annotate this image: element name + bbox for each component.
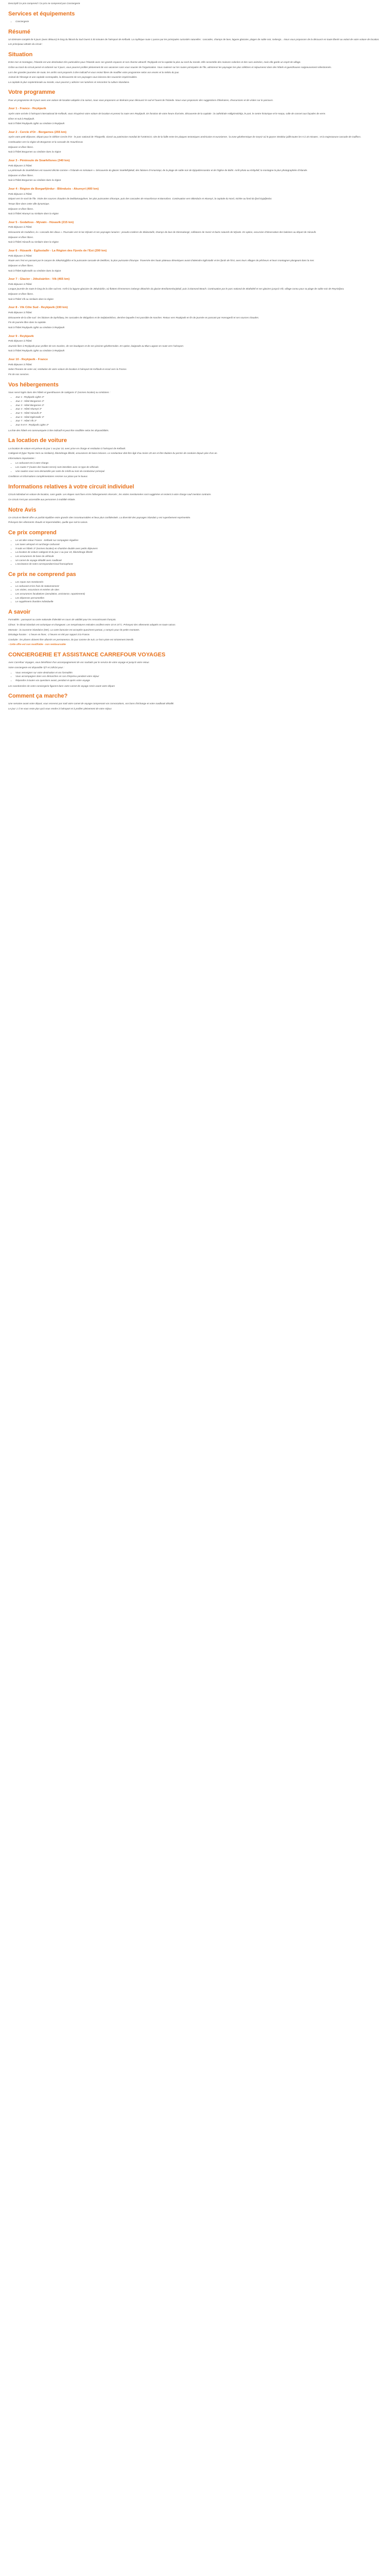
day-paragraph: Petit déjeuner à l'hôtel.	[8, 363, 32, 366]
prix-non-comprend-title: Ce prix ne comprend pas	[8, 571, 76, 578]
concierge-item: • Vous renseigner sur votre destination et vos formalités	[15, 671, 383, 675]
hebergement-item: • Jour 1 : Reykjavik Lights 3*	[15, 396, 383, 399]
hebergement-item: • Jour 8 et 9 : Reykjavik Lights 3*	[15, 423, 383, 427]
comment-paragraph: Le jour J, il ne vous reste plus qu'à vous rendre à l'aéroport et à profiter pleinement de votre séjour.	[8, 707, 112, 710]
day-stop: Déjeuner et dîner libres.	[8, 174, 34, 177]
day-title: Jour 5 - Godafoss - Mývatn - Húsavík (215 km)	[8, 221, 74, 224]
resume-paragraph: Un itinéraire complet de 9 jours (avec détours) le long du littoral du Sud Ouest à 30 minutes de l'aéroport de Keflavik. La mythique route 1 passe par les principales curiosités naturelles : cascades, champs de lave, lagune glaciaire, plages de sable noir, icebergs... Nous vous proposons de la découvrir en toute liberté au volant de votre voiture de location.	[8, 38, 380, 41]
day-paragraph: Après votre arrivée à l'aéroport international de Keflavik, vous récupérez votre voiture de location et prenez la route vers Reykjavik. En fonction de votre heure d'arrivée, découverte de la capitale : la cathédrale Hallgrimskirkja, le port, le centre historique et le Harpa, salle de concert aux façades de verre.	[8, 112, 326, 115]
day-stop: Nuit à l'hôtel Egilsstaðir ou similaire dans la région	[8, 269, 61, 272]
prix-non-comprend-list	[8, 581, 383, 604]
day-paragraph: Découverte de la côte sud : les falaises de Dyrhólaey, les cascades de Skógafoss et de Seljalandsfoss, derrière laquelle il est possible de marcher. Retour vers Reykjavik en fin de journée en passant par Hveragerði et ses sources chaudes.	[8, 316, 259, 319]
resume-title: Résumé	[8, 28, 30, 35]
avis-paragraph: Ce circuit en liberté offre un parfait équilibre entre grands sites incontournables et lieux plus confidentiels. La diversité des paysages islandais y est superbement représentée.	[8, 516, 191, 519]
resume-paragraph: Les principaux attraits du circuit :	[8, 43, 43, 46]
location-item: • Une caution vous sera demandée par carte de crédit au nom du conducteur principal.	[15, 470, 383, 473]
location-paragraph: La location de voiture est prévue du jour 1 au jour 10, avec prise en charge et restitution à l'aéroport de Keflavik.	[8, 447, 126, 450]
services-title: Services et équipements	[8, 10, 75, 17]
prix-comprend-item: • Le vol aller-retour France - Keflavik sur compagnie régulière	[15, 539, 383, 543]
savoir-paragraph: Décalage horaire : -1 heure en hiver, -2 heures en été par rapport à la France.	[8, 633, 90, 636]
day-paragraph: Route vers l'est en passant par le canyon de Jökulsárgljúfur et la puissante cascade de Dettifoss, la plus puissante d'Europe. Traversée des hauts plateaux désertiques avant d'atteindre Egilsstaðir et les fjords de l'Est, avec leurs villages de pêcheurs et leurs montagnes plongeant dans la mer.	[8, 259, 315, 262]
situation-paragraph: Entre mer et montagne, l'Islande est une destination très particulière pour l'Islande avec ses grands espaces et son charme attractif. Reykjavik est la capitale la plus au nord du monde. Elle rassemble des maisons colorées et des rues animées, mais elle garde un esprit de village.	[8, 61, 301, 64]
situation-title: Situation	[8, 52, 33, 58]
page	[0, 0, 391, 711]
day-stop: Déjeuner et dîner libres.	[8, 293, 34, 296]
hebergement-item: • Jour 5 : Hôtel Húsavík 3*	[15, 412, 383, 415]
hebergements-title: Vos hébergements	[8, 381, 59, 388]
day-title: Jour 10 - Reykjavik - France	[8, 358, 48, 362]
day-paragraph: La péninsule de Snæfellsnes est souvent décrite comme « l'Islande en miniature ». Découverte du glacier Snæfellsjökull, des falaises d'Arnarstapi, de la plage de sable noir de Djúpalónssandur et de l'église de Búðir. Arrêt photo au Kirkjufell, la montagne la plus photographiée d'Islande.	[8, 169, 308, 172]
day-stop: Déjeuner et dîner libres.	[8, 207, 34, 210]
day-stop: Nuit à l'hôtel Borgarnes ou similaire dans la région	[8, 179, 61, 182]
location-item: • Le carburant est à votre charge.	[15, 462, 383, 465]
day-stop: Nuit à l'hôtel Húsavík ou similaire dans la région	[8, 241, 59, 244]
prix-non-comprend-item: • Le supplément chambre individuelle	[15, 600, 383, 604]
savoir-paragraph: Formalités : passeport ou carte nationale d'identité en cours de validité pour les ressortissants français.	[8, 618, 117, 621]
comment-paragraph: Une semaine avant votre départ, vous recevrez par mail votre carnet de voyage comprenant vos convocations, vos bons d'échange et votre roadbook détaillé.	[8, 702, 174, 705]
day-paragraph: Découverte de Godafoss, la « cascade des dieux ». Poursuite vers le lac Mývatn et ses paysages lunaires : pseudo-cratères de Skútustaðir, champs de lave de Dimmuborgir, solfatares de Hverir et bains naturels de Mývatn. En option, excursion d'observation des baleines au départ de Húsavík.	[8, 231, 317, 234]
avis-title: Notre Avis	[8, 506, 37, 513]
programme-title: Votre programme	[8, 89, 55, 96]
day-stop: Déjeuner et dîner libres.	[8, 145, 34, 148]
prix-comprend-item: • Un carnet de voyage détaillé avec roadbook	[15, 559, 383, 563]
concierge-list	[8, 671, 383, 683]
hebergement-item: • Jour 4 : Hôtel Akureyri 3*	[15, 408, 383, 411]
concierge-item: • Répondre à toutes vos questions avant, pendant et après votre voyage	[15, 679, 383, 683]
days-list	[8, 107, 383, 376]
day-block	[8, 107, 383, 126]
day-title: Jour 8 - Vík Côte Sud - Reykjavik (190 km)	[8, 306, 68, 310]
day-paragraph: Petit déjeuner à l'hôtel.	[8, 192, 32, 195]
day-title: Jour 6 - Húsavík - Egilsstaðir - La Région des Fjords de l'Est (290 km)	[8, 249, 107, 253]
day-block	[8, 131, 383, 154]
location-paragraph: Catégorie B (type Toyota Yaris ou similaire), kilométrage illimité, assurances de base incluses. Le conducteur doit être âgé d'au moins 20 ans et être titulaire du permis de conduire depuis plus d'un an.	[8, 452, 218, 455]
day-paragraph: Petit déjeuner à l'hôtel.	[8, 282, 32, 285]
savoir-paragraph: Climat : le climat islandais est océanique et changeant. Les températures estivales oscillent entre 10 et 15°C. Prévoyez des vêtements adaptés en toute saison.	[8, 623, 176, 626]
infos-title: Informations relatives à votre circuit individuel	[8, 484, 134, 490]
prix-non-comprend-item: • Les visites, excursions et entrées de sites	[15, 588, 383, 592]
prix-comprend-title: Ce prix comprend	[8, 530, 57, 536]
intro-line: Descriptif Ce prix comprend / Ce prix ne comprend pas Conciergerie	[8, 2, 80, 5]
situation-paragraph: La capitale la plus septentrionale au monde, vous pourrez y admirer ses lumières et rencontrer la culture islandaise.	[8, 80, 130, 83]
hebergements-intro: Vous serez logés dans des hôtels et guesthouses de catégorie 3* (normes locales) ou similaires :	[8, 391, 110, 394]
day-title: Jour 9 - Reykjavik	[8, 334, 34, 338]
hebergements-list	[8, 396, 383, 427]
day-paragraph: Petit déjeuner à l'hôtel.	[8, 254, 32, 257]
savoir-title: A savoir	[8, 609, 31, 615]
day-block	[8, 221, 383, 244]
day-title: Jour 3 - Péninsule de Snæfellsnes (340 km)	[8, 159, 70, 162]
location-paragraph: Informations importantes :	[8, 456, 36, 460]
day-title: Jour 1 - France - Reykjavik	[8, 107, 46, 111]
day-block	[8, 188, 383, 216]
prix-comprend-item: • La location de voiture catégorie B du jour 1 au jour 10, kilométrage illimité	[15, 551, 383, 554]
day-paragraph: Après votre petit déjeuner, départ pour le célèbre Cercle d'Or : le parc national de Thingvellir, classé au patrimoine mondial de l'UNESCO, site de la faille entre les plaques tectoniques américaine et eurasienne ; la zone géothermique de Geysir où le geyser Strokkur jaillit toutes les 5 à 10 minutes ; et la majestueuse cascade de Gullfoss.	[8, 135, 362, 139]
day-paragraph: Journée libre à Reykjavik pour profiter de ses musées, de ses boutiques et de ses piscines géothermales. En option, baignade au Blue Lagoon en route vers l'aéroport.	[8, 344, 184, 347]
day-paragraph: Temps libre dans cette ville dynamique.	[8, 202, 50, 205]
savoir-paragraph: Monnaie : la couronne islandaise (ISK). La carte bancaire est acceptée quasiment partout, y compris pour de petits montants.	[8, 628, 140, 631]
concierge-item: • Vous accompagner dans vos démarches en cas d'imprévu pendant votre séjour	[15, 675, 383, 679]
day-paragraph: Longue journée de route le long de la côte sud-est. Arrêt à la lagune glaciaire de Jökulsárlón, où flottent d'immenses icebergs détachés du glacier Breiðamerkurjökull, puis à Diamond Beach. Continuation par le parc national de Skaftafell et ses glaciers jusqu'à Vík, village connu pour sa plage de sable noir de Reynisfjara.	[8, 287, 345, 291]
concierge-paragraph: Avec Carrefour Voyages, vous bénéficiez d'un accompagnement de vos souhaits par le service de votre voyage et jusqu'à votre retour.	[8, 661, 150, 664]
programme-paragraph: Pour un programme de 9 jours avec une voiture de location adaptée à la saison, nous vous proposons un itinéraire pour découvrir le sud et l'ouest de l'Islande. Nous vous proposons des suggestions d'itinéraires, d'excursions et de visites sur le parcours.	[8, 98, 273, 101]
hebergement-item: • Jour 3 : Hôtel Borgarnes 3*	[15, 404, 383, 408]
location-item: • Les routes F (routes des hautes terres) sont interdites avec ce type de véhicule.	[15, 466, 383, 469]
avis-paragraph: Prévoyez des vêtements chauds et imperméables, quelle que soit la saison.	[8, 521, 88, 524]
hebergement-item: • Jour 6 : Hôtel Egilsstaðir 3*	[15, 416, 383, 419]
prix-non-comprend-item: • Les repas non mentionnés	[15, 581, 383, 584]
prix-comprend-item: • L'assistance de notre correspondant local francophone	[15, 563, 383, 566]
infos-paragraph: Ce circuit n'est pas accessible aux personnes à mobilité réduite.	[8, 498, 76, 501]
hebergement-item: • Jour 7 : Hôtel Vík 3*	[15, 419, 383, 423]
day-block	[8, 159, 383, 182]
day-paragraph: Petit déjeuner à l'hôtel.	[8, 226, 32, 229]
services-list	[8, 20, 383, 24]
hebergements-note: La liste des hôtels est communiquée à titre indicatif et peut être modifiée selon les disponibilités.	[8, 429, 109, 432]
location-title: La location de voiture	[8, 437, 67, 444]
situation-paragraph: Lors des grandes journées de route, les arrêts sont proposés à titre indicatif et vous restez libres de modifier votre programme selon vos envies et la météo du jour.	[8, 71, 180, 74]
prix-comprend-item: • Les taxes aéroport et surcharge carburant	[15, 543, 383, 547]
savoir-paragraph: Conduite : les phares doivent être allumés en permanence, de jour comme de nuit. Le hors-piste est strictement interdit.	[8, 638, 134, 641]
day-paragraph: Fin de journée libre dans la capitale.	[8, 321, 46, 324]
day-title: Jour 4 - Région de Borgarfjördur - Blönduós - Akureyri (400 km)	[8, 188, 99, 191]
day-block	[8, 249, 383, 273]
day-block	[8, 358, 383, 377]
day-paragraph: Petit déjeuner à l'hôtel.	[8, 340, 32, 343]
prix-comprend-item: • 9 nuits en hôtels 3* (normes locales) en chambre double avec petits déjeuners	[15, 547, 383, 551]
day-paragraph: Petit déjeuner à l'hôtel.	[8, 164, 32, 167]
day-stop: Nuit à l'hôtel Reykjavik Lights ou similaire à Reykjavik	[8, 349, 64, 352]
day-paragraph: Selon l'horaire de votre vol, restitution de votre voiture de location à l'aéroport de Keflavik et envol vers la France.	[8, 368, 127, 371]
day-paragraph: Petit déjeuner à l'hôtel.	[8, 311, 32, 314]
day-title: Jour 7 - Glacier - Jökulsárlón - Vík (465 km)	[8, 278, 70, 281]
day-block	[8, 306, 383, 329]
day-stop: Nuit à l'hôtel Vík ou similaire dans la région	[8, 297, 54, 300]
infos-paragraph: Circuit individuel en voiture de location, sans guide. Les étapes sont fixes et les hébergements réservés ; les visites mentionnées sont suggérées et restent à votre charge sauf mention contraire.	[8, 493, 211, 496]
day-paragraph: Continuation vers la région de Borgarnes et la cascade de Hraunfossar.	[8, 141, 84, 143]
location-paragraph: Conditions et informations complémentaires remises sur place par le loueur.	[8, 475, 88, 478]
concierge-paragraph: Les coordonnées de votre conciergerie figurent dans votre carnet de voyage remis avant votre départ.	[8, 684, 116, 687]
day-stop: Nuit à l'hôtel Reykjavik Lights ou similaire à Reykjavik	[8, 326, 64, 329]
prix-non-comprend-item: • Les assurances facultatives (annulation, assistance, rapatriement)	[15, 592, 383, 596]
situation-paragraph: Animal de l'étrange et une capitale cosmopolite, la découverte de ses paysages vous laissera des souvenirs impérissables.	[8, 76, 138, 79]
day-stop: Déjeuner et dîner libres.	[8, 235, 34, 239]
hebergement-item: • Jour 2 : Hôtel Borgarnes 3*	[15, 400, 383, 403]
day-paragraph: Fin de nos services.	[8, 372, 29, 376]
location-list	[8, 462, 383, 473]
prix-non-comprend-item: • Le carburant et les frais de stationnement	[15, 585, 383, 588]
comment-title: Comment ça marche?	[8, 693, 68, 700]
day-stop: Nuit à l'hôtel Reykjavik Lights ou similaire à Reykjavik	[8, 122, 64, 125]
day-paragraph: Départ vers le nord de l'île. Visite des sources chaudes de Deildartunguhver, les plus puissantes d'Europe, puis des cascades de Hraunfossar et Barnafoss. Continuation vers Blönduós et Akureyri, la capitale du Nord, nichée au fond du fjord Eyjafjördur.	[8, 197, 272, 200]
concierge-title: CONCIERGERIE ET ASSISTANCE CARREFOUR VOYAGES	[8, 652, 166, 658]
day-stop: Déjeuner et dîner libres.	[8, 264, 34, 267]
situation-paragraph: Grâce au tracé du circuit pensé et ordonné sur 9 jours, vous pourrez profiter pleinement de vos vacances sans vous soucier de l'organisation. Vous roulerez sur les routes principales de l'île, admirerez les paysages les plus célèbres et séjournerez dans des hôtels et guesthouses soigneusement sélectionnés.	[8, 65, 332, 69]
prix-comprend-item: • Les assurances de base du véhicule	[15, 555, 383, 558]
prix-non-comprend-item: • Les dépenses personnelles	[15, 597, 383, 600]
day-stop: Nuit à l'hôtel Akureyri ou similaire dans la région	[8, 212, 59, 215]
prix-comprend-list	[8, 539, 383, 566]
day-paragraph: Dîner et nuit à Reykjavik.	[8, 117, 35, 120]
day-stop: Nuit à l'hôtel Borgarnes ou similaire dans la région	[8, 150, 61, 154]
savoir-notice: - Cette offre est non modifiable - non remboursable	[8, 643, 66, 646]
day-block	[8, 278, 383, 301]
concierge-paragraph: Votre conciergerie est disponible 7j/7 et 24h/24 pour :	[8, 666, 64, 669]
day-block	[8, 335, 383, 353]
services-item: • Conciergerie	[15, 20, 383, 24]
day-title: Jour 2 - Cercle d'Or - Borgarnes (255 km)	[8, 130, 67, 134]
